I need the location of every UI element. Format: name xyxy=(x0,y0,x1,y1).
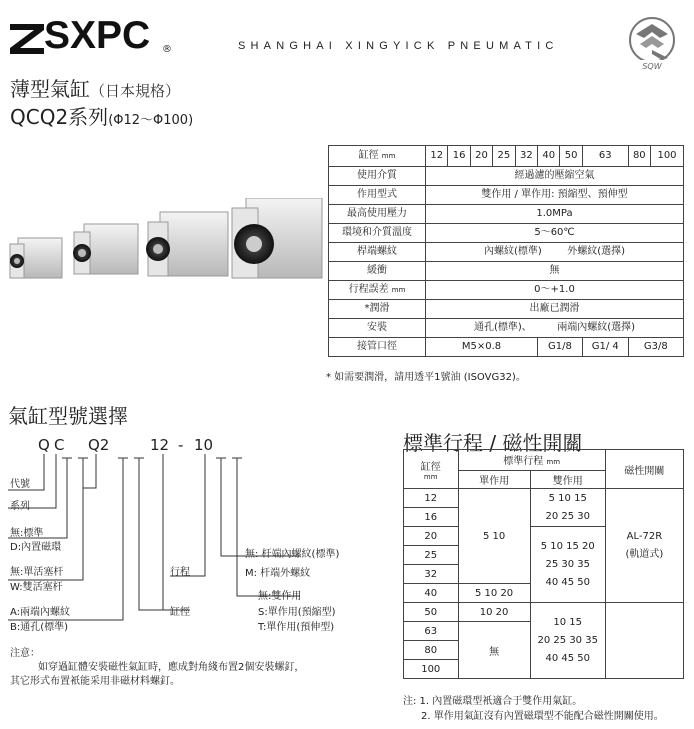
spec-row xyxy=(329,167,684,186)
single-header: 單作用 xyxy=(458,470,530,488)
spec-row xyxy=(329,205,684,224)
spec-value: 5～60℃ xyxy=(426,224,684,243)
bore-cell: 32 xyxy=(515,146,537,167)
spec-value: 1.0MPa xyxy=(426,205,684,224)
sqw-logo-icon xyxy=(622,14,682,72)
switch-cell-empty xyxy=(605,603,683,679)
code-part: Q2 xyxy=(88,436,110,454)
model-section-title: 氣缸型號選擇 xyxy=(8,404,128,428)
spec-row xyxy=(329,338,684,357)
spec-value: 雙作用 / 單作用: 預縮型、預伸型 xyxy=(426,186,684,205)
bore-cell: 25 xyxy=(493,146,515,167)
spec-header-row xyxy=(329,146,684,167)
code-part: 12 xyxy=(150,436,170,454)
port-size: G1/ 4 xyxy=(582,338,628,357)
code-part: - xyxy=(178,436,184,454)
label-bore: 缸徑 xyxy=(170,607,190,618)
bore-header: 缸徑 mm xyxy=(404,450,459,489)
series-title: QCQ2系列(Φ12～Φ100) xyxy=(10,105,194,129)
port-size: M5×0.8 xyxy=(426,338,538,357)
bore-cell: 100 xyxy=(651,146,684,167)
code-part: C xyxy=(54,436,65,454)
spec-row xyxy=(329,224,684,243)
stroke-note: 2. 單作用氣缸沒有內置磁環型不能配合磁性開關使用。 xyxy=(421,711,664,722)
double-stroke-cell: 5 10 15 20 25 30 xyxy=(530,489,605,527)
bore-cell: 16 xyxy=(404,508,459,527)
sqw-logo-text: SQW xyxy=(642,62,662,71)
bore-cell: 20 xyxy=(470,146,492,167)
switch-header: 磁性開關 xyxy=(605,450,683,489)
brand-name: SXPC xyxy=(44,14,151,57)
spec-label: 環境和介質溫度 xyxy=(329,224,426,243)
registered-mark: ® xyxy=(162,44,172,55)
bore-cell: 40 xyxy=(538,146,560,167)
spec-label: 緩衝 xyxy=(329,262,426,281)
spec-label: 使用介質 xyxy=(329,167,426,186)
spec-value: 經過濾的壓縮空氣 xyxy=(426,167,684,186)
company-name: SHANGHAI XINGYICK PNEUMATIC xyxy=(238,40,559,52)
stroke-section-title: 標準行程 / 磁性開關 xyxy=(403,431,583,455)
bore-cell: 50 xyxy=(404,603,459,622)
spec-note: * 如需要潤滑，請用透平1號油 (ISOVG32)。 xyxy=(326,372,526,383)
spec-label: 作用型式 xyxy=(329,186,426,205)
bore-cell: 40 xyxy=(404,584,459,603)
port-size: G3/8 xyxy=(628,338,683,357)
spec-value: 通孔(標準)、 兩端內螺紋(選擇) xyxy=(426,319,684,338)
bore-cell: 100 xyxy=(404,660,459,679)
single-stroke-cell: 無 xyxy=(458,622,530,679)
spec-row xyxy=(329,262,684,281)
label-rod-outer: M: 杆端外螺紋 xyxy=(245,568,311,579)
spec-value: 無 xyxy=(426,262,684,281)
spec-row xyxy=(329,300,684,319)
label-stroke: 行程 xyxy=(170,567,190,578)
spec-label: 接管口徑 xyxy=(329,338,426,357)
bore-cell: 12 xyxy=(426,146,448,167)
spec-table xyxy=(328,145,684,357)
spec-value: 內螺紋(標準) 外螺紋(選擇) xyxy=(426,243,684,262)
spec-label: *潤滑 xyxy=(329,300,426,319)
label-single-extend: T:單作用(預伸型) xyxy=(258,622,335,633)
double-header: 雙作用 xyxy=(530,470,605,488)
spec-value: 出廠已潤滑 xyxy=(426,300,684,319)
label-single-rod: 無:單活塞杆 xyxy=(10,567,64,578)
stroke-note: 注: 1. 內置磁環型衹適合于雙作用氣缸。 xyxy=(403,696,583,707)
page-title: 薄型氣缸（日本規格） xyxy=(10,77,181,101)
double-stroke-cell: 10 15 20 25 30 35 40 45 50 xyxy=(530,603,605,679)
bore-cell: 63 xyxy=(582,146,628,167)
brand-x-icon xyxy=(10,24,44,54)
bore-cell: 80 xyxy=(404,641,459,660)
cylinder-products-image xyxy=(8,198,324,298)
label-thread: A:兩端內螺紋 xyxy=(10,607,71,618)
label-single-retract: S:單作用(預縮型) xyxy=(258,607,336,618)
bore-cell: 12 xyxy=(404,489,459,508)
bore-cell: 16 xyxy=(448,146,470,167)
spec-label: 安裝 xyxy=(329,319,426,338)
label-through-hole: B:通孔(標準) xyxy=(10,622,69,633)
bore-header: 缸徑 mm xyxy=(329,146,426,167)
bore-cell: 80 xyxy=(628,146,650,167)
code-part: 10 xyxy=(194,436,214,454)
spec-label: 行程誤差 mm xyxy=(329,281,426,300)
label-double-rod: W:雙活塞杆 xyxy=(10,582,63,593)
label-rod-inner: 無: 杆端內螺紋(標準) xyxy=(245,549,340,560)
bore-cell: 20 xyxy=(404,527,459,546)
single-stroke-cell: 5 10 20 xyxy=(458,584,530,603)
spec-value: 0～+1.0 xyxy=(426,281,684,300)
stroke-header-row xyxy=(404,450,684,471)
model-note xyxy=(10,647,304,689)
stroke-notes xyxy=(403,694,664,724)
spec-label: 最高使用壓力 xyxy=(329,205,426,224)
spec-label: 桿端螺紋 xyxy=(329,243,426,262)
switch-cell: AL-72R (軌道式) xyxy=(605,489,683,603)
note-title: 注意： xyxy=(10,648,40,659)
single-stroke-cell: 10 20 xyxy=(458,603,530,622)
spec-row xyxy=(329,281,684,300)
label-double-acting: 無:雙作用 xyxy=(258,591,302,602)
label-code: 代號 xyxy=(10,479,30,490)
note-line: 如穿過缸體安裝磁性氣缸時，應成對角綫布置2個安裝螺釘， xyxy=(38,662,305,673)
stroke-table xyxy=(403,449,684,679)
bore-cell: 32 xyxy=(404,565,459,584)
single-stroke-cell: 5 10 xyxy=(458,489,530,584)
port-size: G1/8 xyxy=(538,338,583,357)
label-std: 無:標準 xyxy=(10,528,44,539)
std-stroke-header: 標準行程 mm xyxy=(458,450,605,471)
spec-row xyxy=(329,243,684,262)
bore-cell: 63 xyxy=(404,622,459,641)
label-magnet: D:內置磁環 xyxy=(10,542,62,553)
note-line: 其它形式布置衹能采用非磁材料螺釘。 xyxy=(10,676,180,687)
spec-row xyxy=(329,319,684,338)
double-stroke-cell: 5 10 15 20 25 30 35 40 45 50 xyxy=(530,527,605,603)
spec-row xyxy=(329,186,684,205)
bore-cell: 25 xyxy=(404,546,459,565)
bore-cell: 50 xyxy=(560,146,582,167)
code-part: Q xyxy=(38,436,50,454)
label-series: 系列 xyxy=(10,501,30,512)
